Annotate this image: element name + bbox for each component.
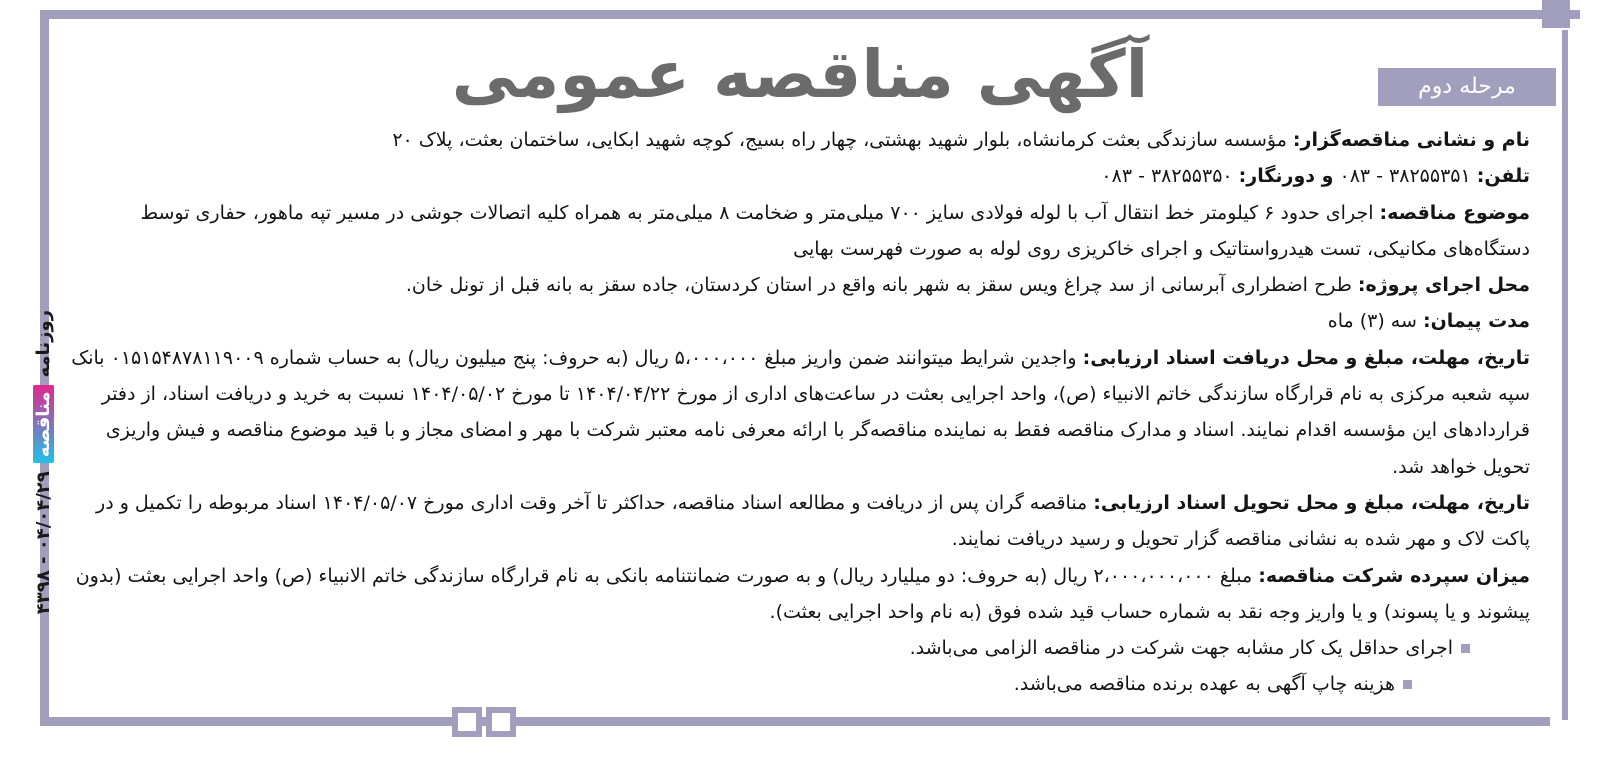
item-text-fax: ۳۸۲۵۵۳۵۰ - ۰۸۳ (1101, 165, 1239, 188)
notice-bullet (66, 666, 1530, 702)
newspaper-brand-logo: مناقصه (33, 386, 54, 464)
item-label: تاریخ، مهلت، مبلغ و محل تحویل اسناد ارزیابی: (1093, 491, 1530, 514)
notice-item-deposit (66, 558, 1530, 631)
item-text: ۳۸۲۵۵۳۵۱ - ۰۸۳ (1333, 165, 1477, 188)
item-text: طرح اضطراری آبرسانی از سد چراغ ویس سقز به شهر بانه واقع در استان کردستان، جاده سقز به بانه قبل از تونل خان. (405, 274, 1358, 297)
item-text: مؤسسه سازندگی بعثت کرمانشاه، بلوار شهید بهشتی، چهار راه بسیج، کوچه شهید ابکایی، ساختمان بعثت، پلاک ۲۰ (392, 129, 1293, 151)
item-text: مبلغ ۲،۰۰۰،۰۰۰،۰۰۰ ریال (به حروف: دو میلیارد ریال) و به صورت ضمانتنامه بانکی به نام قرارگاه سازندگی خاتم الانبیاء (ص) واحد اجرایی بعثت (بدون پیشوند و یا پسوند) و یا واریز وجه نقد به شماره حساب قید شده فوق (به نام واحد اجرایی بعثت). (75, 564, 1530, 623)
page-title: آگهی مناقصه عمومی (451, 36, 1149, 113)
frame-bottom-border (40, 717, 1550, 726)
item-text: واجدین شرایط میتوانند ضمن واریز مبلغ ۵،۰۰۰،۰۰۰ ریال (به حروف: پنج میلیون ریال) به حساب شماره ۰۱۵۱۵۴۸۷۸۱۱۹۰۰۹ بانک سپه شعبه مرکزی به نام قرارگاه سازندگی خاتم الانبیاء (ص)، واحد اجرایی بعثت در ساعت‌های اداری از مورخ ۱۴۰۴/۰۴/۲۲ تا مورخ ۱۴۰۴/۰۵/۰۲ نسبت به خرید و دریافت اسناد، از دفتر قراردادهای این مؤسسه اقدام نمایند. اسناد و مدارک مناقصه فقط به نماینده مناقصه‌گر با ارائه معرفی نامه معتبر شرکت با مهر و امضای مجاز و با قید موضوع مناقصه و فیش واریزی تحویل خواهد شد. (71, 346, 1530, 478)
frame-top-border (40, 10, 1580, 19)
notice-item-phone (66, 158, 1530, 194)
item-text: اجرای حدود ۶ کیلومتر خط انتقال آب با لوله فولادی سایز ۷۰۰ میلی‌متر و ضخامت ۸ میلی‌متر به همراه کلیه اتصالات جوشی در مسیر تپه ماهور، حفاری توسط دستگاه‌های مکانیکی، تست هیدرواستاتیک و اجرای خاکریزی روی لوله به صورت فهرست بهایی (140, 201, 1530, 260)
bullet-square-icon (1461, 644, 1470, 653)
bullet-square-icon (1403, 680, 1412, 689)
notice-item-subject (66, 195, 1530, 268)
stage-badge: مرحله دوم (1378, 68, 1556, 106)
item-label: تاریخ، مهلت، مبلغ و محل دریافت اسناد ارزیابی: (1082, 346, 1530, 369)
item-label: موضوع مناقصه: (1379, 201, 1530, 224)
notice-bullet (66, 630, 1530, 666)
notice-item-duration (66, 303, 1530, 339)
item-text: سه (۳) ماه (1327, 310, 1423, 333)
notice-item-tenderer (66, 122, 1530, 158)
frame-right-border (1562, 30, 1568, 720)
item-label: محل اجرای پروژه: (1357, 274, 1530, 297)
notice-item-location (66, 267, 1530, 303)
newspaper-name: روزنامه (32, 310, 54, 378)
notice-body (66, 122, 1530, 712)
notice-item-document-receipt (66, 340, 1530, 485)
newspaper-side-label (30, 310, 56, 615)
item-label: مدت پیمان: (1422, 310, 1530, 333)
item-label: میزان سپرده شرکت مناقصه: (1258, 564, 1530, 587)
bullet-text: اجرای حداقل یک کار مشابه جهت شرکت در مناقصه الزامی می‌باشد. (909, 637, 1453, 660)
issue-number-date: ۰۴/۰۴/۲۹ - ۴۳۹۸ (32, 471, 54, 615)
item-label: نام و نشانی مناقصه‌گزار: (1292, 129, 1530, 151)
item-label-fax: و دورنگار: (1238, 165, 1334, 188)
item-text: مناقصه گران پس از دریافت و مطالعه اسناد مناقصه، حداکثر تا آخر وقت اداری مورخ ۱۴۰۴/۰۵/۰۷ اسناد مربوطه را تکمیل و در پاکت لاک و مهر شده به نشانی مناقصه گزار تحویل و رسید دریافت نمایند. (96, 491, 1530, 551)
bullet-text: هزینه چاپ آگهی به عهده برنده مناقصه می‌باشد. (1013, 673, 1395, 696)
notice-item-document-delivery (66, 485, 1530, 558)
item-label: تلفن: (1476, 165, 1530, 188)
